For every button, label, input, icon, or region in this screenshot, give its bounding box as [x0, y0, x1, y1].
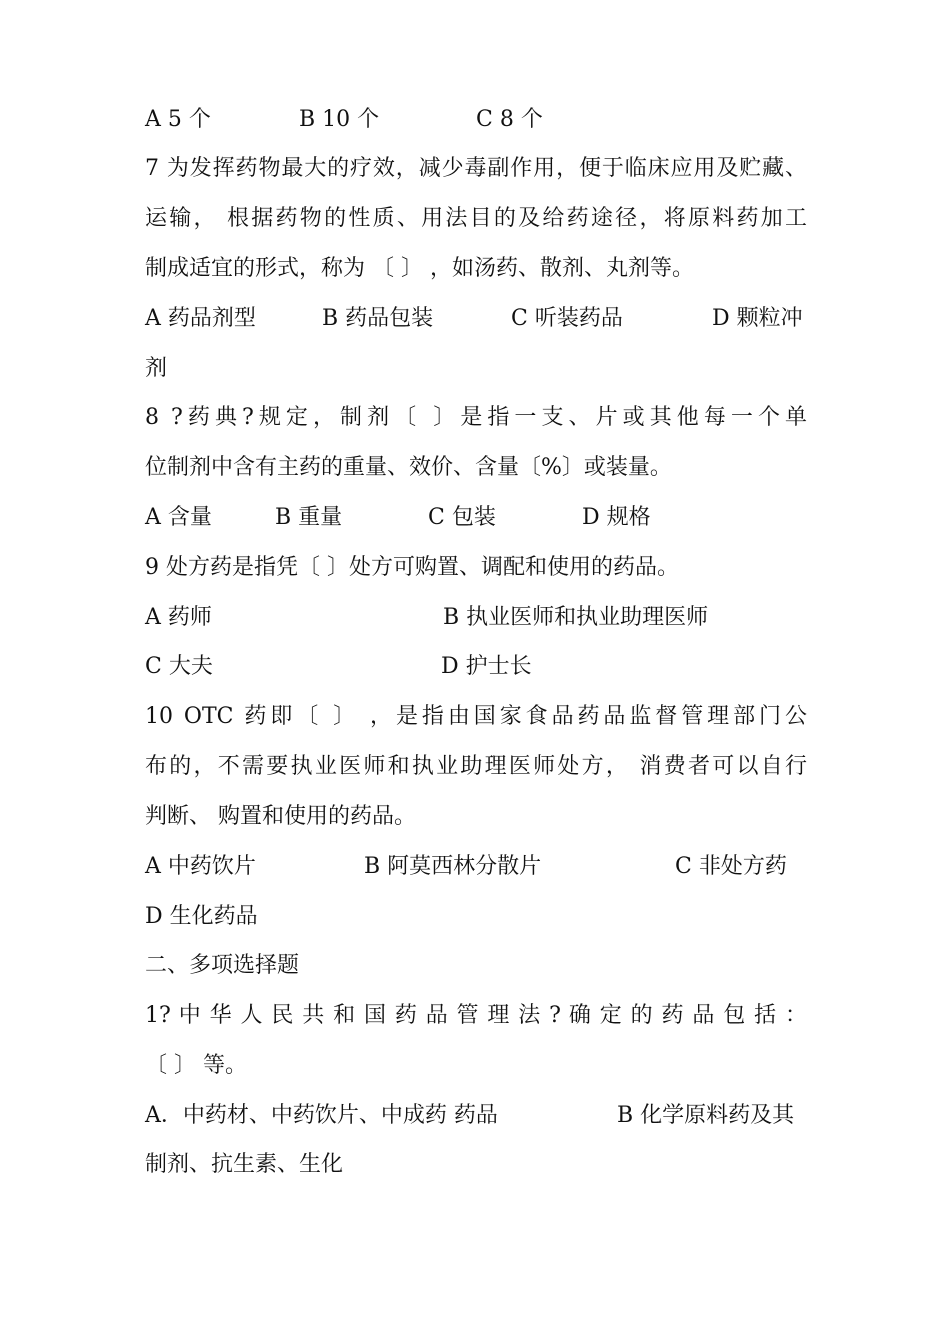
q8-text-line-1: 8 ?药典?规定，制剂〔 〕是指一支、片或其他每一个单: [145, 405, 807, 430]
q10-text-line-2: 布的，不需要执业医师和执业助理医师处方， 消费者可以自行: [145, 754, 807, 779]
q10-option-c: C 非处方药: [675, 854, 787, 879]
q9-option-a: A 药师: [145, 605, 212, 630]
q8-option-d: D 规格: [582, 505, 651, 530]
q7-text-line-2: 运输， 根据药物的性质、用法目的及给药途径，将原料药加工: [145, 206, 807, 231]
mc-q1-option-b: B 化学原料药及其: [617, 1103, 795, 1128]
q7-option-d-continuation: 剂: [145, 356, 168, 381]
q8-text-line-2: 位制剂中含有主药的重量、效价、含量〔%〕或装量。: [145, 455, 672, 480]
q9-option-b: B 执业医师和执业助理医师: [443, 605, 709, 630]
q7-options-row: [145, 304, 803, 334]
q9-text-line-1: 9 处方药是指凭〔 〕处方可购置、调配和使用的药品。: [145, 555, 679, 580]
q10-option-d: D 生化药品: [145, 904, 258, 929]
q7-option-d: D 颗粒冲: [712, 306, 803, 331]
q10-text-line-3: 判断、 购置和使用的药品。: [145, 804, 416, 829]
mc-q1-option-a: A．中药材、中药饮片、中成药 药品: [145, 1103, 498, 1128]
section-heading: 二、多项选择题: [145, 953, 300, 978]
q6-option-c: C 8 个: [476, 107, 543, 132]
q7-text-line-3: 制成适宜的形式，称为 〔 〕 ，如汤药、散剂、丸剂等。: [145, 256, 694, 281]
q8-option-b: B 重量: [275, 505, 343, 530]
q10-option-a: A 中药饮片: [145, 854, 256, 879]
mc-q1-options-row: [145, 1101, 795, 1131]
mc-q1-option-b-continuation: 制剂、抗生素、生化: [145, 1152, 344, 1177]
mc-q1-text-line-1: 1? 中 华 人 民 共 和 国 药 品 管 理 法 ? 确 定 的 药 品 包 括 ：: [145, 1003, 807, 1028]
mc-q1-text-line-2: 〔 〕 等。: [145, 1053, 247, 1078]
q6-options-row: [145, 105, 543, 135]
q10-text-line-1: 10 OTC 药即〔 〕 ，是指由国家食品药品监督管理部门公: [145, 704, 807, 729]
q8-option-c: C 包装: [428, 505, 496, 530]
q9-options-row-1: [145, 603, 709, 633]
q9-options-row-2: [145, 652, 532, 682]
q6-option-a: A 5 个: [145, 107, 211, 132]
q8-options-row: [145, 503, 651, 533]
q9-option-d: D 护士长: [441, 654, 532, 679]
q7-option-c: C 听装药品: [511, 306, 623, 331]
q8-option-a: A 含量: [145, 505, 212, 530]
q10-options-row: [145, 852, 787, 882]
q7-option-a: A 药品剂型: [145, 306, 256, 331]
q9-option-c: C 大夫: [145, 654, 213, 679]
q10-option-b: B 阿莫西林分散片: [364, 854, 542, 879]
q7-text-line-1: 7 为发挥药物最大的疗效，减少毒副作用，便于临床应用及贮藏、: [145, 156, 807, 181]
q6-option-b: B 10 个: [299, 107, 380, 132]
q7-option-b: B 药品包装: [322, 306, 434, 331]
